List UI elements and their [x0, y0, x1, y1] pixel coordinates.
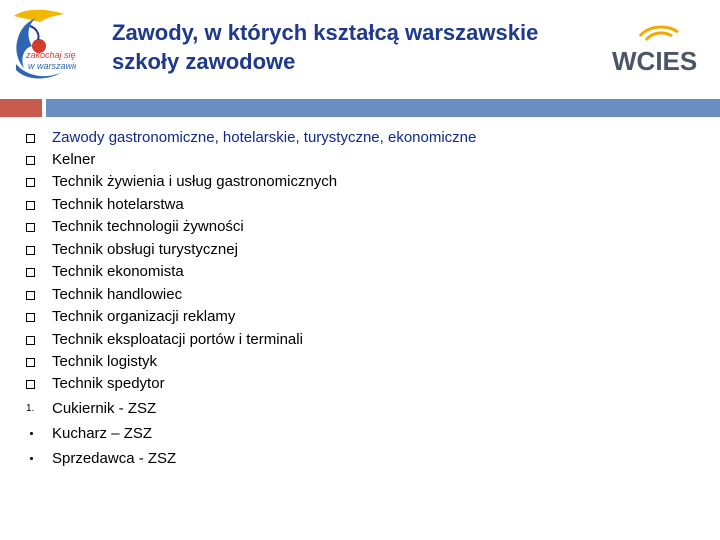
square-bullet-icon [26, 358, 35, 367]
list-item [0, 374, 720, 396]
list-item [0, 424, 720, 446]
heart-mermaid-icon [6, 6, 76, 86]
list-item-text: Technik logistyk [52, 353, 158, 370]
list-item-text: Technik obsługi turystycznej [52, 241, 238, 258]
list-item [0, 399, 720, 421]
list-item [0, 262, 720, 284]
list-item-text: Technik ekonomista [52, 263, 184, 280]
square-bullet-icon [26, 336, 35, 345]
list-item [0, 150, 720, 172]
list-item-text: Kucharz – ZSZ [52, 425, 153, 442]
square-bullet-icon [26, 380, 35, 389]
title-line-1: Zawody, w których kształcą warszawskie [112, 20, 539, 45]
logo-text-line1: zakochaj się [26, 50, 76, 60]
square-bullet-icon [26, 178, 35, 187]
square-bullet-icon [26, 156, 35, 165]
list-item-text: Technik organizacji reklamy [52, 308, 236, 325]
list-number: 1. [26, 403, 35, 414]
title-line-2: szkoły zawodowe [112, 49, 296, 74]
list-item-text: Technik hotelarstwa [52, 196, 184, 213]
list-item [0, 352, 720, 374]
wcies-text: WCIES [612, 46, 698, 76]
list-item [0, 217, 720, 239]
list-item [0, 449, 720, 471]
list-item-text: Kelner [52, 151, 96, 168]
square-bullet-icon [26, 313, 35, 322]
dot-bullet-icon [30, 432, 33, 435]
square-bullet-icon [26, 291, 35, 300]
zakochaj-sie-w-warszawie-logo [6, 6, 76, 86]
list-item [0, 172, 720, 194]
list-item-text: Technik żywienia i usług gastronomicznych [52, 173, 338, 190]
square-bullet-icon [26, 246, 35, 255]
list-item [0, 307, 720, 329]
dot-bullet-icon [30, 457, 33, 460]
list-item-text: Technik spedytor [52, 375, 165, 392]
slide-title [112, 18, 592, 76]
header-band-blue [46, 99, 720, 117]
list-item [0, 128, 720, 150]
wcies-logo [612, 22, 704, 76]
square-bullet-icon [26, 268, 35, 277]
header-band-red [0, 99, 42, 117]
list-item-text: Sprzedawca - ZSZ [52, 450, 177, 467]
list-item-text: Technik eksploatacji portów i terminali [52, 331, 303, 348]
list-item-text: Technik technologii żywności [52, 218, 244, 235]
list-item [0, 285, 720, 307]
wcies-logo-icon [612, 22, 704, 76]
list-item-text: Technik handlowiec [52, 286, 183, 303]
list-item [0, 195, 720, 217]
list-item [0, 240, 720, 262]
square-bullet-icon [26, 201, 35, 210]
list-item-text: Cukiernik - ZSZ [52, 400, 157, 417]
list-item-text: Zawody gastronomiczne, hotelarskie, turystyczne, ekonomiczne [52, 129, 477, 146]
square-bullet-icon [26, 134, 35, 143]
square-bullet-icon [26, 223, 35, 232]
list-item [0, 330, 720, 352]
logo-text-line2: w warszawie [28, 61, 76, 71]
